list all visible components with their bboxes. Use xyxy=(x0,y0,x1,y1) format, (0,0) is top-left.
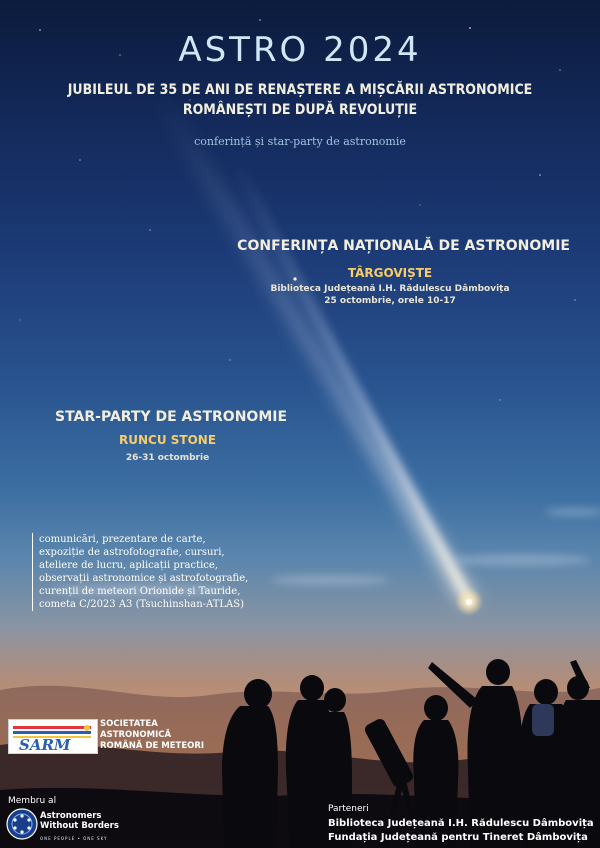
sarm-name xyxy=(100,719,204,752)
sarm-name-line: SOCIETATEA xyxy=(100,719,158,729)
sarm-logo-graphic xyxy=(9,720,97,753)
subtitle-line-1: JUBILEUL DE 35 DE ANI DE RENAȘTERE A MIȘCĂRII ASTRONOMICE xyxy=(67,82,533,98)
activity-item: observații astronomice și astrofotografie, xyxy=(39,573,249,584)
poster-title: ASTRO 2024 xyxy=(178,30,422,70)
activity-item: comunicări, prezentare de carte, xyxy=(39,534,206,545)
activity-item: cometa C/2023 A3 (Tsuchinshan-ATLAS) xyxy=(39,599,244,610)
sarm-logo xyxy=(8,719,98,754)
star-party-date: 26-31 octombrie xyxy=(125,453,210,463)
star-party-place: RUNCU STONE xyxy=(118,433,217,447)
activity-item: expoziție de astrofotografie, cursuri, xyxy=(39,547,225,558)
awb-name-line: Astronomers xyxy=(40,811,102,821)
star-party-heading: STAR-PARTY DE ASTRONOMIE xyxy=(55,409,288,425)
sarm-logo-text: SARM xyxy=(19,736,71,753)
activity-item: curenții de meteori Orionide și Tauride, xyxy=(39,586,241,597)
conference-location: Biblioteca Județeană I.H. Rădulescu Dâmbovița xyxy=(270,284,510,294)
awb-tagline: ONE PEOPLE • ONE SKY xyxy=(40,836,108,841)
awb-name xyxy=(40,811,119,831)
sarm-name-line: ASTRONOMICĂ xyxy=(100,730,172,740)
partner-item: Fundația Județeană pentru Tineret Dâmbovița xyxy=(328,832,588,843)
subtitle-line-2: ROMÂNEȘTI DE DUPĂ REVOLUȚIE xyxy=(182,102,418,118)
conference-heading: CONFERINȚA NAȚIONALĂ DE ASTRONOMIE xyxy=(237,238,570,254)
conference-date: 25 octombrie, orele 10-17 xyxy=(324,296,456,306)
astronomers-without-borders-logo-icon xyxy=(6,808,38,840)
partners-label: Parteneri xyxy=(328,804,369,814)
activities-list xyxy=(32,533,248,611)
conference-city: TÂRGOVIȘTE xyxy=(347,266,433,280)
membership-label: Membru al xyxy=(8,796,57,806)
stars xyxy=(19,19,575,400)
activity-item: ateliere de lucru, aplicații practice, xyxy=(39,560,218,571)
poster-subtitle xyxy=(20,80,580,120)
poster-tagline: conferință și star-party de astronomie xyxy=(194,135,406,148)
partner-item: Biblioteca Județeană I.H. Rădulescu Dâmbovița xyxy=(328,818,594,829)
awb-name-line: Without Borders xyxy=(40,821,119,831)
sarm-name-line: ROMÂNĂ DE METEORI xyxy=(100,741,205,751)
